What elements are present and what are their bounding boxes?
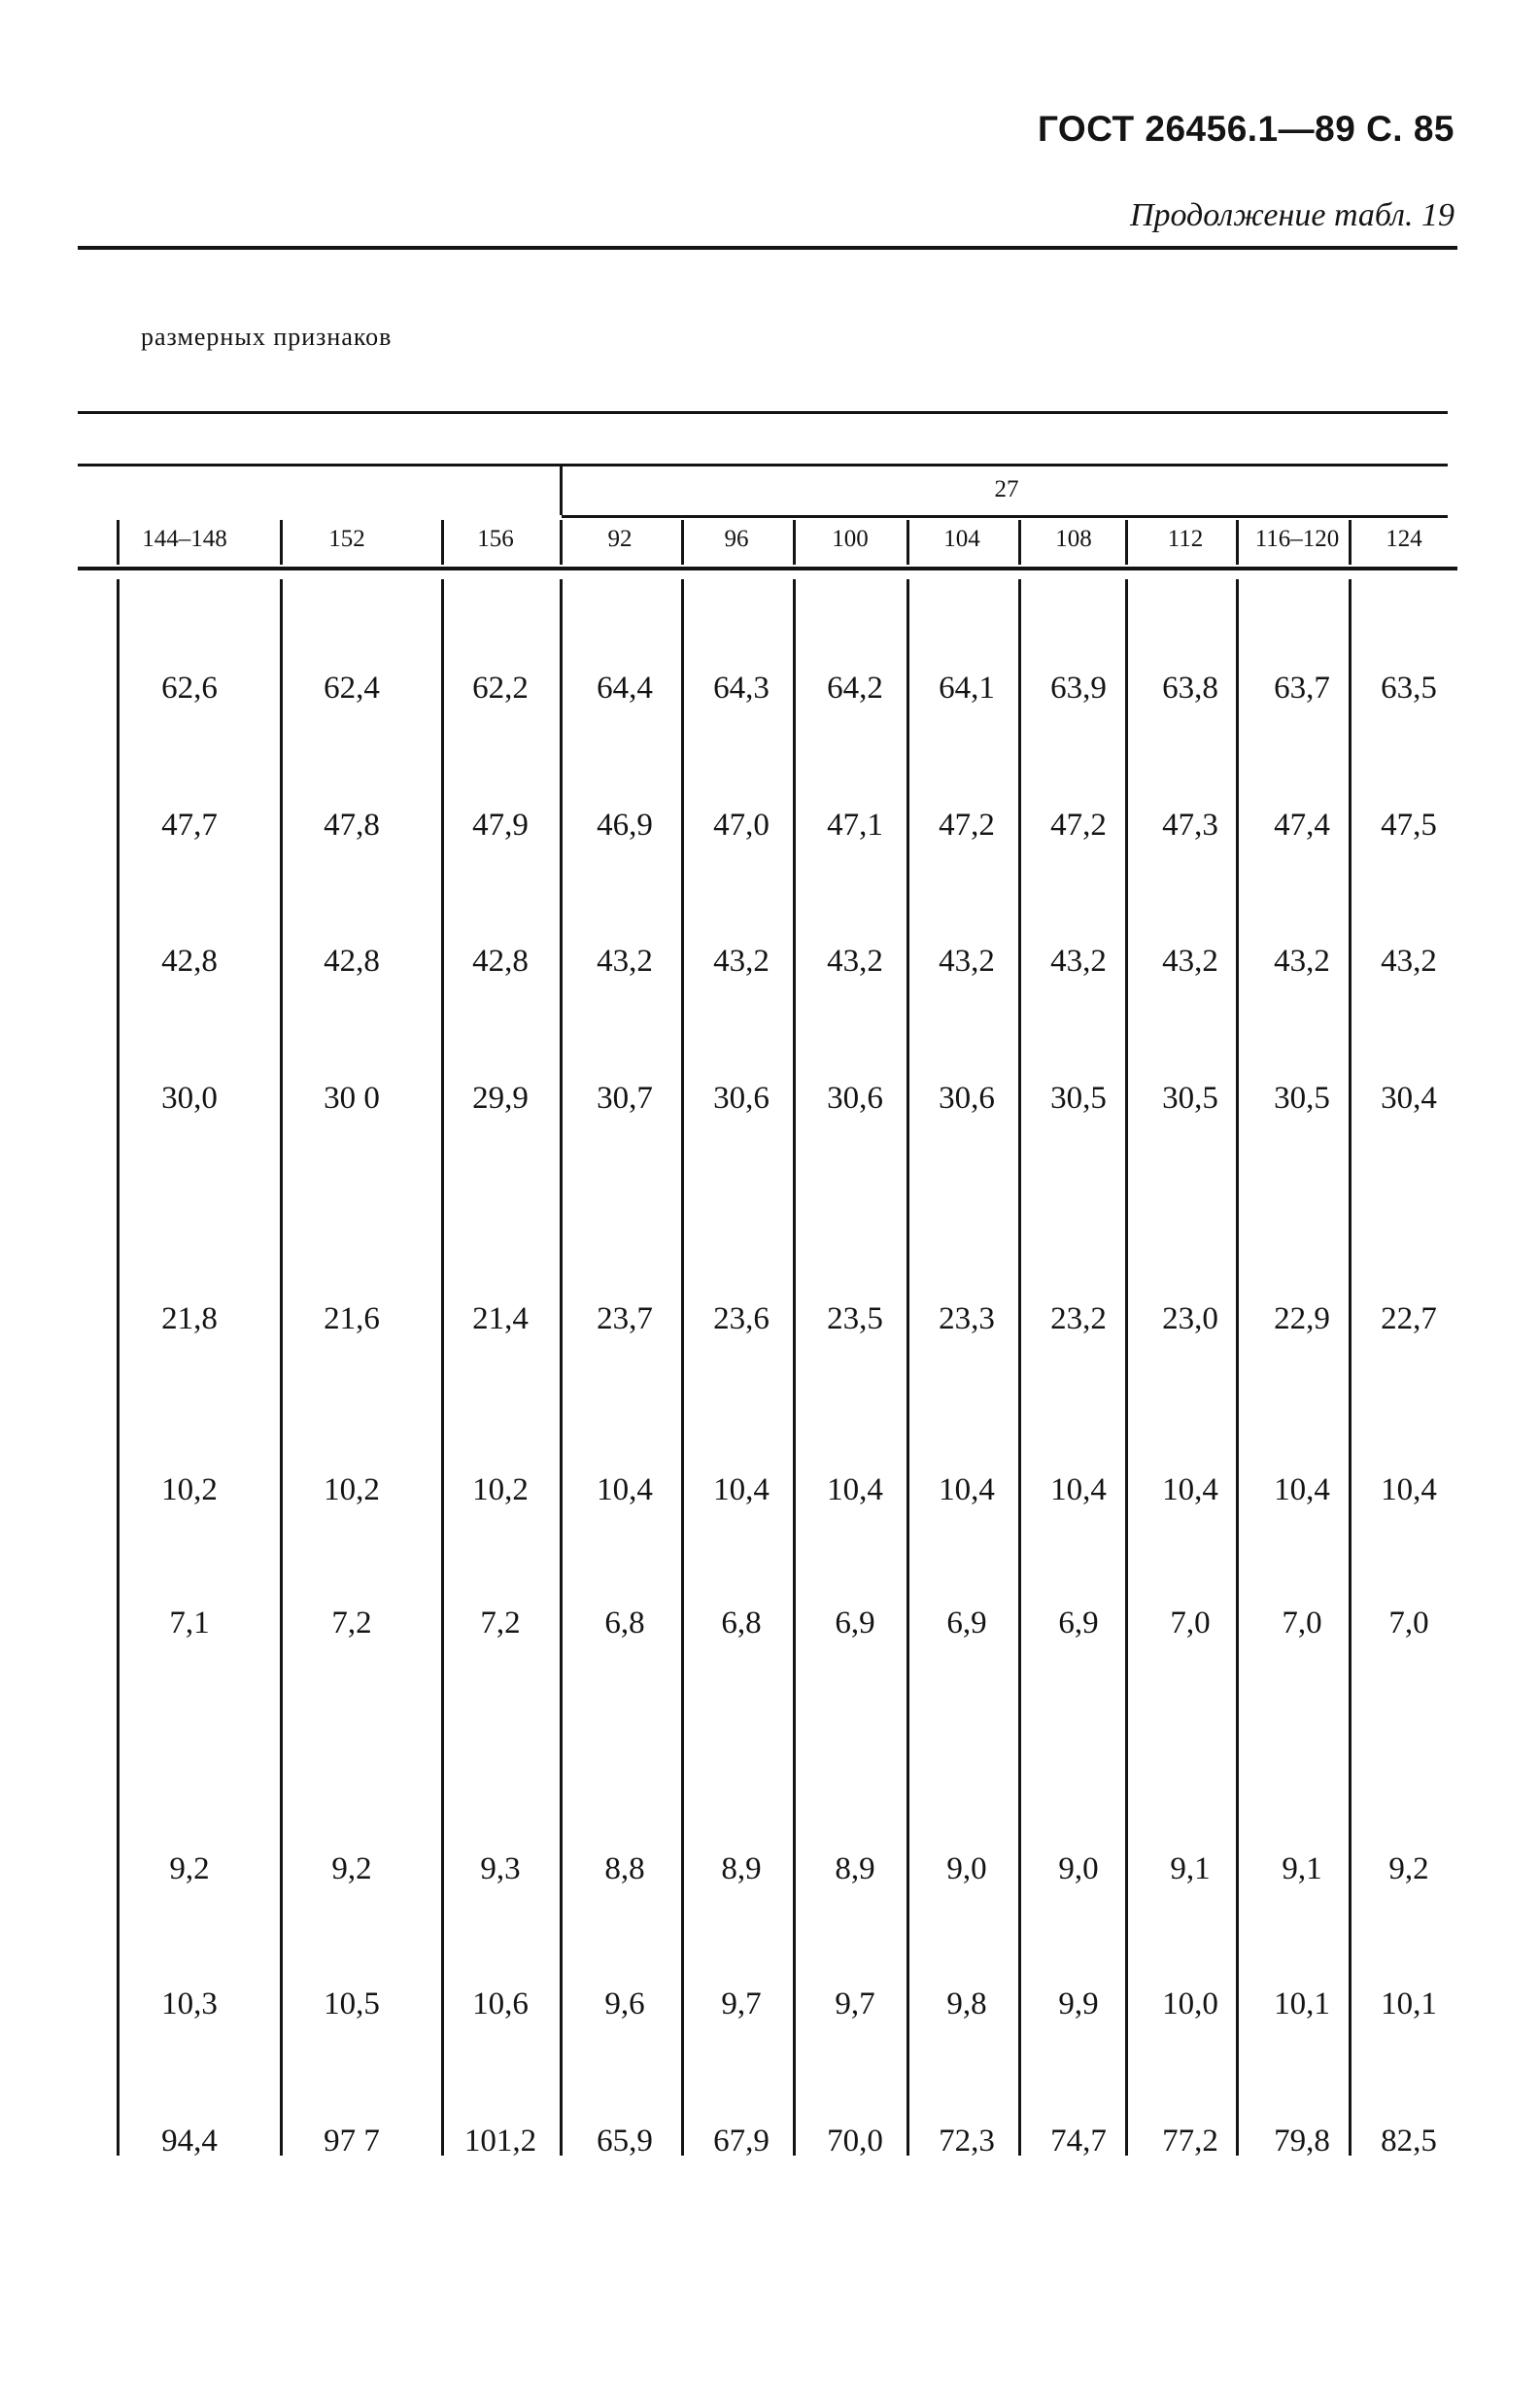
column-header: 92 — [607, 526, 633, 552]
table-cell: 77,2 — [1162, 2124, 1218, 2159]
table-cell: 8,9 — [835, 1851, 875, 1886]
table-cell: 10,3 — [161, 1986, 218, 2021]
body-divider — [1236, 579, 1239, 2156]
section-caption: размерных признаков — [141, 323, 393, 351]
table-cell: 30 0 — [324, 1081, 380, 1116]
table-cell: 72,3 — [939, 2124, 995, 2159]
table-cell: 9,7 — [835, 1986, 875, 2021]
table-cell: 64,2 — [827, 671, 883, 706]
table-cell: 10,4 — [939, 1472, 995, 1507]
table-cell: 63,7 — [1274, 671, 1330, 706]
column-header: 108 — [1055, 526, 1092, 552]
table-top-rule-1 — [78, 411, 1448, 414]
column-header: 152 — [328, 526, 365, 552]
table-cell: 10,5 — [324, 1986, 380, 2021]
table-cell: 79,8 — [1274, 2124, 1330, 2159]
table-cell: 47,0 — [713, 808, 770, 843]
table-cell: 63,8 — [1162, 671, 1218, 706]
table-cell: 30,6 — [713, 1081, 770, 1116]
body-divider — [1349, 579, 1352, 2156]
table-cell: 21,8 — [161, 1301, 218, 1336]
table-cell: 10,2 — [472, 1472, 529, 1507]
column-header: 112 — [1167, 526, 1204, 552]
table-cell: 7,2 — [331, 1606, 372, 1640]
table-cell: 43,2 — [597, 944, 653, 979]
table-cell: 62,6 — [161, 671, 218, 706]
table-cell: 43,2 — [1050, 944, 1107, 979]
table-cell: 9,3 — [480, 1851, 521, 1886]
column-header-rule — [78, 567, 1457, 570]
table-cell: 46,9 — [597, 808, 653, 843]
table-cell: 9,2 — [1388, 1851, 1429, 1886]
table-cell: 10,1 — [1274, 1986, 1330, 2021]
table-cell: 6,8 — [604, 1606, 645, 1640]
table-cell: 21,4 — [472, 1301, 529, 1336]
table-cell: 43,2 — [827, 944, 883, 979]
table-cell: 8,9 — [721, 1851, 762, 1886]
table-cell: 10,6 — [472, 1986, 529, 2021]
table-cell: 30,5 — [1274, 1081, 1330, 1116]
table-cell: 29,9 — [472, 1081, 529, 1116]
column-header: 96 — [724, 526, 749, 552]
body-divider — [560, 579, 563, 2156]
table-cell: 10,1 — [1381, 1986, 1437, 2021]
table-continuation-label: Продолжение табл. 19 — [1129, 197, 1454, 233]
table-cell: 6,9 — [946, 1606, 987, 1640]
table-cell: 94,4 — [161, 2124, 218, 2159]
table-cell: 10,4 — [1162, 1472, 1218, 1507]
body-divider — [1018, 579, 1021, 2156]
header-divider — [1125, 520, 1128, 565]
table-cell: 9,2 — [169, 1851, 210, 1886]
table-cell: 9,9 — [1058, 1986, 1099, 2021]
table-cell: 9,0 — [1058, 1851, 1099, 1886]
table-cell: 9,1 — [1282, 1851, 1322, 1886]
body-divider — [1125, 579, 1128, 2156]
table-cell: 23,7 — [597, 1301, 653, 1336]
body-divider — [280, 579, 283, 2156]
group-header-rule — [562, 515, 1448, 518]
table-cell: 10,4 — [827, 1472, 883, 1507]
table-cell: 64,4 — [597, 671, 653, 706]
table-cell: 30,6 — [827, 1081, 883, 1116]
table-cell: 65,9 — [597, 2124, 653, 2159]
table-cell: 64,3 — [713, 671, 770, 706]
table-cell: 8,8 — [604, 1851, 645, 1886]
table-cell: 7,2 — [480, 1606, 521, 1640]
group-label: 27 — [994, 476, 1019, 502]
table-cell: 7,0 — [1388, 1606, 1429, 1640]
table-cell: 67,9 — [713, 2124, 770, 2159]
table-cell: 30,7 — [597, 1081, 653, 1116]
table-cell: 101,2 — [463, 2124, 537, 2159]
body-divider — [681, 579, 684, 2156]
header-divider — [441, 520, 444, 565]
table-cell: 42,8 — [472, 944, 529, 979]
table-cell: 10,4 — [1381, 1472, 1437, 1507]
table-cell: 47,9 — [472, 808, 529, 843]
table-cell: 47,2 — [939, 808, 995, 843]
header-divider — [907, 520, 909, 565]
header-divider — [1236, 520, 1239, 565]
table-cell: 7,1 — [169, 1606, 210, 1640]
table-cell: 47,2 — [1050, 808, 1107, 843]
column-header: 124 — [1386, 526, 1422, 552]
table-cell: 62,2 — [472, 671, 529, 706]
column-header: 144–148 — [142, 526, 227, 552]
header-divider — [681, 520, 684, 565]
body-divider — [793, 579, 796, 2156]
table-cell: 6,9 — [835, 1606, 875, 1640]
table-cell: 30,5 — [1162, 1081, 1218, 1116]
table-cell: 7,0 — [1170, 1606, 1211, 1640]
header-divider — [117, 520, 120, 565]
table-cell: 47,5 — [1381, 808, 1437, 843]
table-cell: 9,2 — [331, 1851, 372, 1886]
table-cell: 21,6 — [324, 1301, 380, 1336]
column-header: 156 — [477, 526, 514, 552]
table-cell: 43,2 — [1162, 944, 1218, 979]
header-divider — [793, 520, 796, 565]
page-header: ГОСТ 26456.1—89 С. 85 — [1037, 109, 1454, 149]
table-top-rule-2 — [78, 464, 1448, 466]
table-cell: 62,4 — [324, 671, 380, 706]
table-cell: 9,8 — [946, 1986, 987, 2021]
table-cell: 97 7 — [324, 2124, 380, 2159]
table-cell: 23,2 — [1050, 1301, 1107, 1336]
table-cell: 9,0 — [946, 1851, 987, 1886]
table-cell: 47,7 — [161, 808, 218, 843]
table-cell: 63,9 — [1050, 671, 1107, 706]
table-cell: 6,9 — [1058, 1606, 1099, 1640]
table-cell: 64,1 — [939, 671, 995, 706]
table-cell: 43,2 — [939, 944, 995, 979]
table-cell: 9,7 — [721, 1986, 762, 2021]
column-header: 116–120 — [1254, 526, 1340, 552]
header-divider — [280, 520, 283, 565]
table-cell: 9,1 — [1170, 1851, 1211, 1886]
table-cell: 30,4 — [1381, 1081, 1437, 1116]
table-cell: 22,9 — [1274, 1301, 1330, 1336]
table-cell: 70,0 — [827, 2124, 883, 2159]
table-cell: 42,8 — [161, 944, 218, 979]
table-cell: 23,3 — [939, 1301, 995, 1336]
header-divider — [1349, 520, 1352, 565]
table-cell: 10,2 — [324, 1472, 380, 1507]
table-cell: 22,7 — [1381, 1301, 1437, 1336]
table-cell: 30,6 — [939, 1081, 995, 1116]
table-cell: 43,2 — [1274, 944, 1330, 979]
group-divider — [560, 466, 563, 515]
table-cell: 23,5 — [827, 1301, 883, 1336]
table-cell: 10,4 — [1274, 1472, 1330, 1507]
table-cell: 47,1 — [827, 808, 883, 843]
table-cell: 23,0 — [1162, 1301, 1218, 1336]
header-rule — [78, 246, 1457, 250]
body-divider — [441, 579, 444, 2156]
body-divider — [907, 579, 909, 2156]
table-cell: 47,3 — [1162, 808, 1218, 843]
table-cell: 7,0 — [1282, 1606, 1322, 1640]
table-cell: 10,4 — [1050, 1472, 1107, 1507]
table-cell: 63,5 — [1381, 671, 1437, 706]
column-header: 104 — [943, 526, 980, 552]
table-cell: 30,0 — [161, 1081, 218, 1116]
table-cell: 23,6 — [713, 1301, 770, 1336]
header-divider — [1018, 520, 1021, 565]
table-cell: 82,5 — [1381, 2124, 1437, 2159]
body-divider — [117, 579, 120, 2156]
table-cell: 10,2 — [161, 1472, 218, 1507]
table-cell: 74,7 — [1050, 2124, 1107, 2159]
table-cell: 10,4 — [713, 1472, 770, 1507]
table-cell: 47,8 — [324, 808, 380, 843]
header-divider — [560, 520, 563, 565]
table-cell: 43,2 — [713, 944, 770, 979]
column-header: 100 — [832, 526, 869, 552]
table-cell: 10,4 — [597, 1472, 653, 1507]
table-cell: 9,6 — [604, 1986, 645, 2021]
table-cell: 43,2 — [1381, 944, 1437, 979]
table-cell: 10,0 — [1162, 1986, 1218, 2021]
table-cell: 47,4 — [1274, 808, 1330, 843]
table-cell: 30,5 — [1050, 1081, 1107, 1116]
table-cell: 6,8 — [721, 1606, 762, 1640]
table-cell: 42,8 — [324, 944, 380, 979]
